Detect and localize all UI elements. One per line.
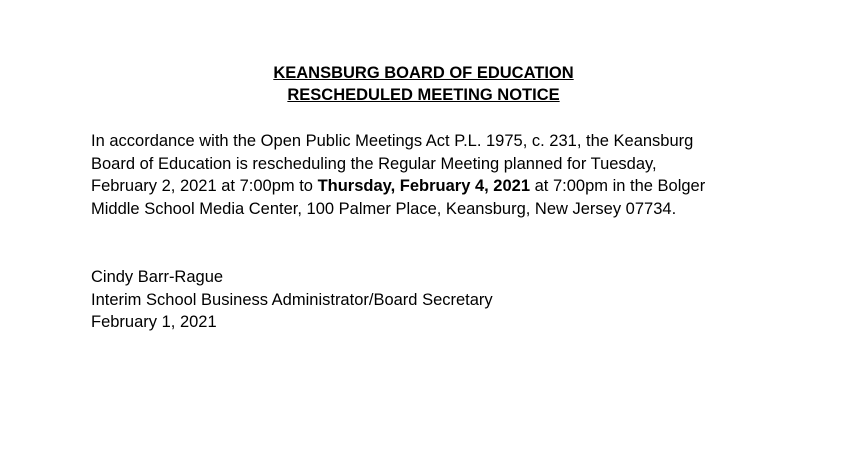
notice-type-heading: RESCHEDULED MEETING NOTICE [287, 86, 560, 104]
body-line-3-end: at 7:00pm in the Bolger [530, 177, 706, 196]
body-line-3 [91, 175, 781, 198]
signer-title: Interim School Business Administrator/Board Secretary [91, 290, 493, 309]
body-line-3-start: February 2, 2021 at 7:00pm to [91, 177, 318, 196]
body-line-1: In accordance with the Open Public Meetings Act P.L. 1975, c. 231, the Keansburg [91, 132, 694, 150]
signature-date: February 1, 2021 [91, 313, 217, 332]
notice-title [0, 62, 847, 106]
body-line-4: Middle School Media Center, 100 Palmer Place, Keansburg, New Jersey 07734. [91, 200, 677, 219]
signature-block [91, 266, 493, 334]
signer-name: Cindy Barr-Rague [91, 268, 224, 286]
body-line-2: Board of Education is rescheduling the Regular Meeting planned for Tuesday, [91, 154, 657, 173]
new-meeting-date: Thursday, February 4, 2021 [317, 177, 531, 196]
notice-body-paragraph [91, 130, 781, 221]
board-name-heading: KEANSBURG BOARD OF EDUCATION [273, 64, 574, 82]
